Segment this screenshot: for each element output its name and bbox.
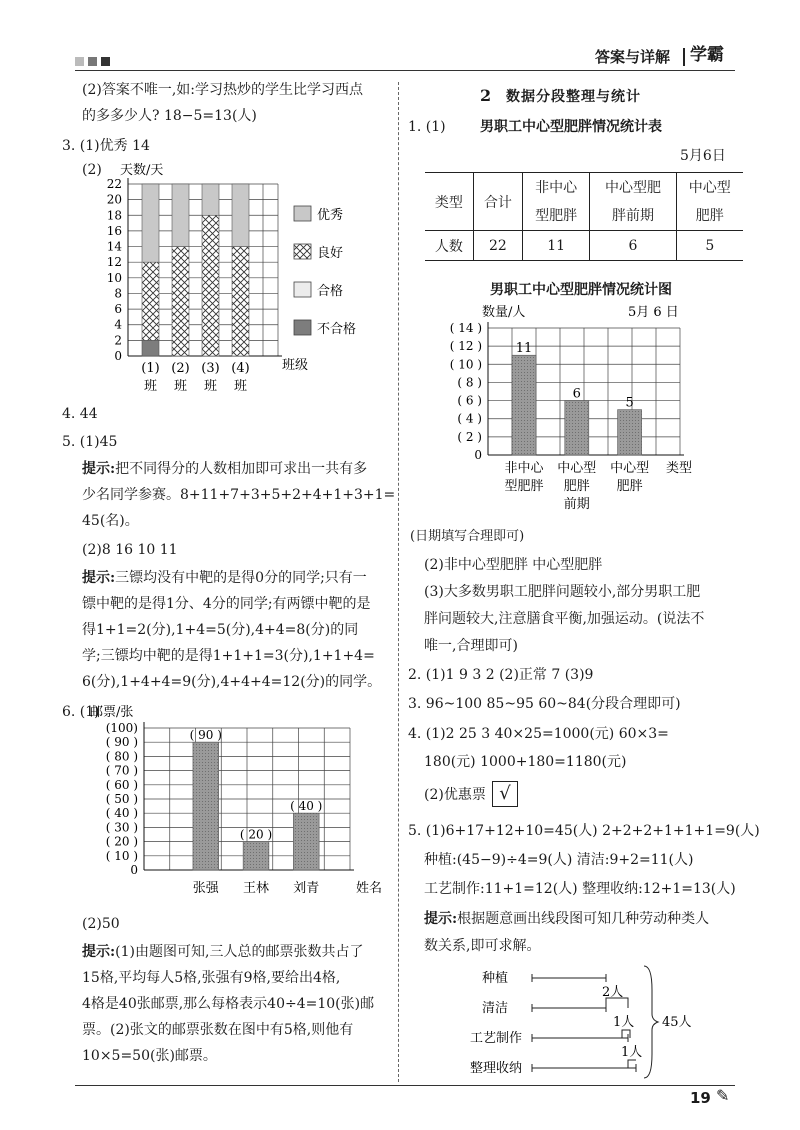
- q6-part2: (2)50: [82, 916, 120, 932]
- stats-table: [425, 172, 743, 261]
- hint-text: 三镖均没有中靶的是得0分的同学;只有一: [115, 570, 367, 586]
- table-cell: 11: [522, 231, 590, 261]
- q4-answer: 4. 44: [62, 406, 98, 422]
- answer-line: 工艺制作:11+1=12(人) 整理收纳:12+1=13(人): [424, 881, 736, 897]
- x-axis-label: 班级: [282, 358, 309, 373]
- y-axis-label: 邮票/张: [90, 705, 134, 720]
- hint-line: 10×5=50(张)邮票。: [82, 1048, 217, 1064]
- x-tick-label: 刘青: [293, 881, 320, 896]
- y-tick-label: 6: [114, 302, 122, 317]
- table-date: 5月6日: [680, 148, 726, 164]
- bar-segment: [142, 184, 159, 262]
- hint-line: 少名同学参赛。8+11+7+3+5+2+4+1+3+1=: [82, 487, 396, 503]
- data-label: 11: [515, 341, 533, 357]
- answer-line: 180(元) 1000+180=1180(元): [424, 754, 627, 770]
- table-header-cell: 中心型肥 胖前期: [590, 173, 676, 231]
- y-tick-label: ( 50 ): [105, 792, 138, 806]
- x-tick-label: 非中心: [504, 461, 544, 476]
- answer-line: (2)答案不唯一,如:学习热炒的学生比学习西点: [82, 82, 363, 98]
- q5-answer: 5. (1)6+17+12+10=45(人) 2+2+2+1+1+1=9(人): [408, 823, 760, 839]
- hint-text: (1)由题图可知,三人总的邮票张数共占了: [115, 944, 364, 960]
- answer-line: 胖问题较大,注意膳食平衡,加强运动。(说法不: [424, 611, 705, 627]
- table-header-cell: 中心型 肥胖: [676, 173, 743, 231]
- q3-answer: 3. (1)优秀 14: [62, 138, 150, 154]
- hint-text: 根据题意画出线段图可知几种劳动种类人: [457, 911, 710, 927]
- q4-answer: 4. (1)2 25 3 40×25=1000(元) 60×3=: [408, 726, 669, 742]
- y-axis-label: 天数/天: [120, 163, 164, 178]
- hint-line: 数关系,即可求解。: [424, 938, 541, 954]
- data-label: 5: [625, 395, 634, 411]
- y-tick-label: (100): [105, 721, 138, 735]
- q6-answer: 6. (1): [62, 704, 100, 720]
- x-tick-label: (2): [171, 361, 190, 376]
- checkmark-box: [492, 781, 518, 807]
- hint-line: 45(名)。: [82, 513, 139, 529]
- answer-line: 的多多少人? 18−5=13(人): [82, 108, 257, 124]
- segment-diff-label: 1人: [621, 1045, 643, 1060]
- segment-label: 种植: [482, 971, 509, 986]
- table-cell: 22: [473, 231, 522, 261]
- pencil-icon: ✎: [716, 1086, 730, 1105]
- date-note: (日期填写合理即可): [410, 529, 525, 544]
- segment-label: 清洁: [482, 1001, 509, 1016]
- class-days-chart: [90, 160, 390, 400]
- y-tick-label: 18: [106, 208, 122, 223]
- y-tick-label: ( 20 ): [105, 834, 138, 849]
- q1-label: 1. (1): [408, 119, 446, 135]
- x-tick-label: 中心型: [610, 461, 650, 476]
- y-tick-label: 8: [114, 286, 122, 301]
- y-tick-label: ( 2 ): [457, 429, 482, 444]
- y-tick-label: ( 4 ): [457, 411, 482, 426]
- table-cell: 人数: [425, 231, 473, 261]
- x-tick-label: 肥胖: [563, 479, 590, 494]
- legend-swatch: [294, 320, 311, 335]
- y-tick-label: ( 10 ): [105, 848, 138, 863]
- y-tick-label: ( 12 ): [449, 339, 482, 354]
- x-tick-label: 肥胖: [616, 479, 643, 494]
- legend-swatch: [294, 282, 311, 297]
- header-divider: [683, 48, 685, 66]
- y-tick-label: ( 6 ): [457, 393, 482, 408]
- x-tick-label: (4): [231, 361, 250, 376]
- bar-segment: [172, 247, 189, 356]
- hint-label: 提示:: [82, 570, 116, 586]
- section-number: 2: [480, 86, 492, 105]
- bar: [293, 813, 319, 870]
- answer-line: (2)优惠票: [424, 787, 486, 803]
- hint-line: 6(分),1+4+4=9(分),4+4+4=12(分)的同学。: [82, 674, 382, 690]
- x-tick-label: 班: [173, 379, 188, 394]
- segment-total: 45人: [662, 1015, 692, 1030]
- y-tick-label: 4: [114, 317, 122, 332]
- bar-segment: [142, 340, 159, 356]
- header-rule: [75, 70, 735, 71]
- answer-line: (2)非中心型肥胖 中心型肥胖: [424, 557, 603, 573]
- data-label: 6: [572, 386, 581, 402]
- y-tick-label: ( 90 ): [105, 735, 138, 750]
- data-label: ( 40 ): [290, 799, 323, 814]
- legend-label: 不合格: [317, 322, 357, 337]
- bar: [565, 401, 589, 455]
- column-divider: [398, 82, 399, 1082]
- hint-line: 4格是40张邮票,那么每格表示40÷4=10(张)邮: [82, 996, 375, 1012]
- bar-segment: [172, 184, 189, 247]
- y-tick-label: ( 8 ): [457, 375, 482, 390]
- legend-swatch: [294, 206, 311, 221]
- segment-label: 工艺制作: [470, 1031, 523, 1046]
- hint-line: 学;三镖均中靶的是得1+1+1=3(分),1+1+4=: [82, 648, 375, 664]
- legend-label: 优秀: [317, 208, 344, 223]
- x-tick-label: 班: [233, 379, 248, 394]
- bar-segment: [202, 215, 219, 356]
- hint-line: [82, 459, 367, 479]
- table-cell: 6: [590, 231, 676, 261]
- x-tick-label: 中心型: [557, 461, 597, 476]
- segment-label: 整理收纳: [470, 1061, 523, 1076]
- q5-part2: (2)8 16 10 11: [82, 542, 178, 558]
- header-squares: [75, 57, 113, 67]
- y-tick-label: 16: [106, 223, 122, 238]
- x-tick-label: 型肥胖: [504, 479, 544, 494]
- y-tick-label: 22: [106, 177, 122, 191]
- section-title: 数据分段整理与统计: [506, 89, 641, 105]
- brand-logo: 学霸: [690, 45, 724, 65]
- hint-line: [82, 568, 367, 588]
- y-tick-label: ( 70 ): [105, 763, 138, 778]
- segment-diff-label: 2人: [602, 985, 624, 1000]
- bar: [618, 410, 642, 455]
- segment-diff-label: 1人: [613, 1015, 635, 1030]
- bar-segment: [202, 184, 219, 215]
- y-tick-label: 20: [106, 192, 122, 207]
- legend-label: 合格: [317, 284, 344, 299]
- bar: [193, 742, 219, 870]
- bar: [243, 842, 269, 870]
- hint-line: [82, 942, 363, 962]
- table-header-cell: 类型: [425, 173, 473, 231]
- segment-diagram: [470, 960, 710, 1080]
- y-tick-label: ( 14 ): [449, 321, 482, 335]
- y-tick-label: ( 40 ): [105, 806, 138, 821]
- y-tick-label: 12: [106, 255, 122, 270]
- x-axis-label: 类型: [666, 461, 693, 476]
- y-tick-label: ( 60 ): [105, 777, 138, 792]
- x-tick-label: 王林: [243, 881, 270, 896]
- hint-line: 票。(2)张文的邮票张数在图中有5格,则他有: [82, 1022, 354, 1038]
- y-tick-label: 14: [106, 239, 122, 254]
- hint-label: 提示:: [82, 944, 116, 960]
- table-header-cell: 非中心 型肥胖: [522, 173, 590, 231]
- x-tick-label: 班: [203, 379, 218, 394]
- chart-title: 男职工中心型肥胖情况统计图: [490, 282, 672, 298]
- table-cell: 5: [676, 231, 743, 261]
- y-axis-label: 数量/人: [482, 305, 526, 320]
- x-tick-label: 班: [143, 379, 158, 394]
- y-tick-label: 0: [114, 349, 122, 363]
- q3-part2: (2): [82, 162, 102, 178]
- q3-answer: 3. 96~100 85~95 60~84(分段合理即可): [408, 696, 681, 712]
- hint-line: [424, 909, 709, 929]
- table-header-cell: 合计: [473, 173, 522, 231]
- y-tick-label: ( 10 ): [449, 357, 482, 372]
- header-title: 答案与详解: [595, 48, 671, 66]
- x-tick-label: 前期: [563, 497, 590, 512]
- x-tick-label: (1): [141, 361, 160, 376]
- legend-swatch: [294, 244, 311, 259]
- stamps-chart: [82, 702, 392, 912]
- q5-answer: 5. (1)45: [62, 434, 118, 450]
- data-label: ( 20 ): [239, 827, 273, 842]
- data-label: ( 90 ): [189, 728, 222, 743]
- x-axis-label: 姓名: [356, 881, 383, 896]
- obesity-chart: [440, 300, 740, 520]
- hint-line: 得1+1=2(分),1+4=5(分),4+4=8(分)的同: [82, 622, 359, 638]
- x-tick-label: 张强: [192, 881, 219, 896]
- page-number: 19: [690, 1089, 711, 1107]
- y-tick-label: 0: [130, 863, 138, 877]
- bar-segment: [142, 262, 159, 340]
- y-tick-label: ( 30 ): [105, 820, 138, 835]
- hint-label: 提示:: [82, 461, 116, 477]
- q2-answer: 2. (1)1 9 3 2 (2)正常 7 (3)9: [408, 667, 594, 683]
- answer-line: 唯一,合理即可): [424, 638, 518, 654]
- chart-date: 5月 6 日: [628, 305, 679, 320]
- bar-segment: [232, 247, 249, 356]
- answer-line: 种植:(45−9)÷4=9(人) 清洁:9+2=11(人): [424, 852, 694, 868]
- y-tick-label: 2: [114, 333, 122, 348]
- hint-text: 把不同得分的人数相加即可求出一共有多: [115, 461, 368, 477]
- legend-label: 良好: [317, 246, 344, 261]
- answer-line: (3)大多数男职工肥胖问题较小,部分男职工肥: [424, 584, 701, 600]
- y-tick-label: 0: [474, 448, 482, 462]
- hint-label: 提示:: [424, 911, 458, 927]
- hint-line: 15格,平均每人5格,张强有9格,要给出4格,: [82, 970, 341, 986]
- x-tick-label: (3): [201, 361, 220, 376]
- footer-rule: [75, 1085, 735, 1086]
- bar-segment: [232, 184, 249, 247]
- y-tick-label: ( 80 ): [105, 749, 138, 764]
- hint-line: 镖中靶的是得1分、4分的同学;有两镖中靶的是: [82, 596, 371, 612]
- bar: [512, 355, 536, 455]
- table-title: 男职工中心型肥胖情况统计表: [480, 119, 662, 135]
- y-tick-label: 10: [106, 270, 122, 285]
- check-icon: √: [499, 783, 511, 804]
